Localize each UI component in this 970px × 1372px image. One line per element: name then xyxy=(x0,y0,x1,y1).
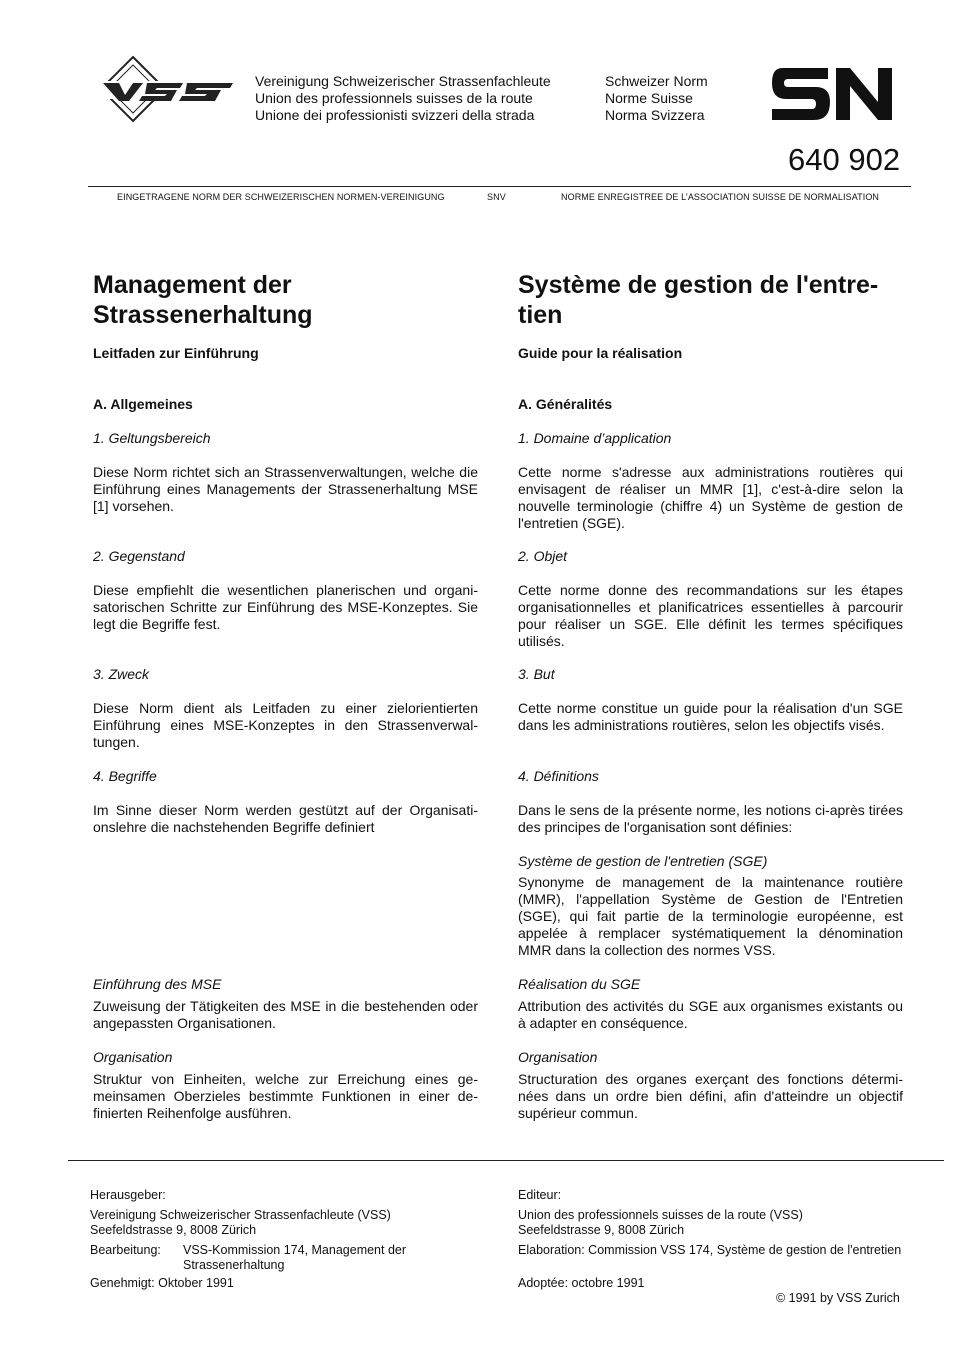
de-edit-label: Bearbeitung: xyxy=(90,1243,161,1257)
de-heading-1: 1. Geltungsbereich xyxy=(93,430,211,446)
organisation-names xyxy=(255,73,551,124)
de-edit-line-2: Strassenerhaltung xyxy=(183,1258,285,1272)
fr-footer xyxy=(518,1188,918,1291)
de-subtitle: Leitfaden zur Einführung xyxy=(93,345,259,361)
de-term-1: Einführung des MSE xyxy=(93,976,222,992)
fr-heading-3: 3. But xyxy=(518,666,555,682)
fr-edit: Elaboration: Commission VSS 174, Système de gestion de l'entretien xyxy=(518,1243,902,1257)
footer-rule xyxy=(68,1160,944,1161)
fr-section-a: A. Généralités xyxy=(518,396,613,412)
de-heading-3: 3. Zweck xyxy=(93,666,150,682)
de-edit-line-1: VSS-Kommission 174, Management der xyxy=(183,1243,407,1257)
norm-type-names xyxy=(605,73,708,124)
org-line-it: Unione dei professionisti svizzeri della strada xyxy=(255,107,535,123)
de-heading-2: 2. Gegenstand xyxy=(93,548,185,564)
fr-approved: Adoptée: octobre 1991 xyxy=(518,1276,645,1290)
de-paragraph-2: Diese empfiehlt die wesentlichen planerischen und organi- satorischen Schritte zur Einführung des MSE-Konzeptes. Sie legt die Begriffe fest. xyxy=(93,582,478,632)
sn-logo xyxy=(770,68,895,120)
fr-definition-2: Structuration des organes exerçant des fonctions détermi- nées dans un ordre bien défini, afin d'atteindre un objectif supérieur commun. xyxy=(518,1071,903,1121)
fr-paragraph-2: Cette norme donne des recommandations sur les étapes organisationnelles et planificatrices essentielles à parcourir pour réaliser un SGE. Elle définit les termes spécifiques utilisés. xyxy=(518,582,903,649)
de-title-line-2: Strassenerhaltung xyxy=(93,301,313,329)
de-approved: Genehmigt: Oktober 1991 xyxy=(90,1276,234,1290)
german-column xyxy=(93,270,478,330)
fr-paragraph-3: Cette norme constitue un guide pour la réalisation d'un SGE dans les administrations routières, selon les objectifs visés. xyxy=(518,700,903,733)
de-footer xyxy=(90,1188,490,1291)
fr-definition-0: Synonyme de management de la maintenance routière (MMR), l'appellation Système de Gestion de l'Entretien (SGE), qui fait partie de la terminologie européenne, est appelée à remplacer systématiquement la dénomination MMR dans la collection des normes VSS. xyxy=(518,874,903,958)
vss-logo xyxy=(95,55,240,125)
norm-line-fr: Norme Suisse xyxy=(605,90,693,106)
de-publisher-address: Seefeldstrasse 9, 8008 Zürich xyxy=(90,1223,257,1237)
fr-title-line-2: tien xyxy=(518,301,563,329)
fr-publisher-address: Seefeldstrasse 9, 8008 Zürich xyxy=(518,1223,685,1237)
registration-de: EINGETRAGENE NORM DER SCHWEIZERISCHEN NORMEN-VEREINIGUNG xyxy=(117,192,445,202)
de-paragraph-4: Im Sinne dieser Norm werden gestützt auf der Organisati- onslehre die nachstehenden Begriffe definiert xyxy=(93,802,478,835)
fr-definition-1: Attribution des activités du SGE aux organismes existants ou à adapter en conséquence. xyxy=(518,998,903,1031)
de-paragraph-3: Diese Norm dient als Leitfaden zu einer zielorientierten Einführung eines MSE-Konzeptes in den Strassenverwal- tungen. xyxy=(93,700,478,750)
fr-heading-2: 2. Objet xyxy=(518,548,568,564)
fr-term-2: Organisation xyxy=(518,1049,598,1065)
de-publisher-name: Vereinigung Schweizerischer Strassenfachleute (VSS) xyxy=(90,1208,391,1222)
norm-line-de: Schweizer Norm xyxy=(605,73,708,89)
org-line-fr: Union des professionnels suisses de la route xyxy=(255,90,533,106)
french-column xyxy=(518,270,913,330)
norm-line-it: Norma Svizzera xyxy=(605,107,705,123)
fr-publisher-label: Editeur: xyxy=(518,1188,562,1202)
header-rule xyxy=(88,186,911,187)
registration-snv: SNV xyxy=(487,192,506,202)
de-term-2: Organisation xyxy=(93,1049,173,1065)
fr-title-line-1: Système de gestion de l'entre- xyxy=(518,271,879,299)
de-paragraph-1: Diese Norm richtet sich an Strassenverwaltungen, welche die Einführung eines Managements der Strassenerhaltung MSE [1] vorsehen. xyxy=(93,464,478,514)
fr-paragraph-1: Cette norme s'adresse aux administrations routières qui envisagent de réaliser un MMR [1], c'est-à-dire selon la nouvelle terminologie (chiffre 4) un Système de gestion de l'entretien (SGE). xyxy=(518,464,903,531)
de-definition-1: Zuweisung der Tätigkeiten des MSE in die bestehenden oder angepassten Organisationen. xyxy=(93,998,478,1031)
de-publisher-label: Herausgeber: xyxy=(90,1188,166,1202)
fr-subtitle: Guide pour la réalisation xyxy=(518,345,683,361)
de-title-line-1: Management der xyxy=(93,271,292,299)
de-heading-4: 4. Begriffe xyxy=(93,768,157,784)
de-section-a: A. Allgemeines xyxy=(93,396,193,412)
org-line-de: Vereinigung Schweizerischer Strassenfachleute xyxy=(255,73,551,89)
fr-paragraph-4: Dans le sens de la présente norme, les notions ci-après tirées des principes de l'organisation sont définies: xyxy=(518,802,903,835)
fr-publisher-name: Union des professionnels suisses de la route (VSS) xyxy=(518,1208,803,1222)
registration-fr: NORME ENREGISTREE DE L’ASSOCIATION SUISSE DE NORMALISATION xyxy=(561,192,880,202)
fr-term-1: Réalisation du SGE xyxy=(518,976,641,992)
norm-number: 640 902 xyxy=(788,142,901,177)
copyright: © 1991 by VSS Zurich xyxy=(776,1291,900,1305)
fr-heading-4: 4. Définitions xyxy=(518,768,599,784)
fr-term-0: Système de gestion de l'entretien (SGE) xyxy=(518,853,768,869)
de-definition-2: Struktur von Einheiten, welche zur Erreichung eines ge- meinsamen Oberzieles bestimmte Funktionen in einer de- finierten Reihenfolge ausführen. xyxy=(93,1071,478,1121)
fr-heading-1: 1. Domaine d’application xyxy=(518,430,672,446)
